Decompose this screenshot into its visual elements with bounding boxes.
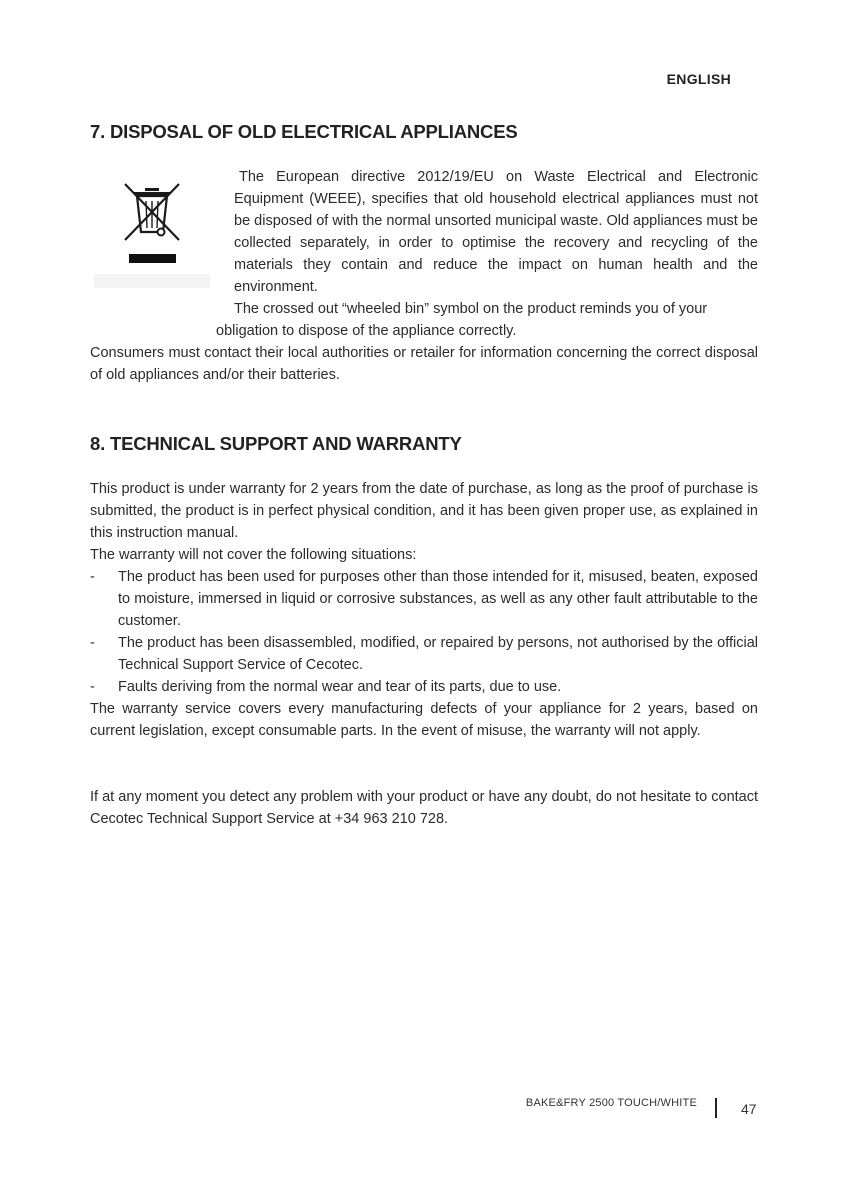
crossed-out-wheeled-bin-icon: [92, 174, 212, 294]
weee-directive-paragraph: The European directive 2012/19/EU on Waste Electrical and Electronic Equipment (WEEE), specifies that old household electrical appliances must not be disposed of with the normal unsorted municipal waste. Old appliances must be collected separately, in order to optimise the recovery and recycling of the materials they contain and reduce the impact on human health and the environment.: [234, 169, 758, 295]
contact-paragraph: If at any moment you detect any problem with your product or have any doubt, do not hesitate to contact Cecotec Technical Support Service at +34 963 210 728.: [90, 789, 758, 827]
section-8-title: 8. TECHNICAL SUPPORT AND WARRANTY: [90, 433, 462, 454]
symbol-line-1: The crossed out “wheeled bin” symbol on the product reminds you of your: [234, 301, 708, 317]
bullet-dash: -: [90, 569, 95, 585]
wheeled-bin-symbol-paragraph: [216, 298, 758, 342]
footer-divider: [715, 1098, 717, 1118]
list-item-text: The product has been used for purposes other than those intended for it, misused, beaten, exposed to moisture, immersed in liquid or corrosive substances, as well as any other fault attributable to the customer.: [118, 569, 758, 629]
list-item-text: Faults deriving from the normal wear and tear of its parts, due to use.: [118, 679, 562, 695]
consumers-paragraph: Consumers must contact their local authorities or retailer for information concerning the correct disposal of old appliances and/or their batteries.: [90, 345, 758, 383]
bullet-dash: -: [90, 679, 95, 695]
page-number: 47: [741, 1101, 757, 1117]
symbol-line-2: obligation to dispose of the appliance correctly.: [216, 323, 517, 339]
language-label: ENGLISH: [666, 71, 731, 87]
warranty-exclusions-intro: The warranty will not cover the following situations:: [90, 547, 417, 563]
list-item: [90, 566, 758, 632]
warranty-terms: This product is under warranty for 2 years from the date of purchase, as long as the proof of purchase is submitted, the product is in perfect physical condition, and it has been given proper use, as explained in this instruction manual.: [90, 481, 758, 541]
footer-model-name: BAKE&FRY 2500 TOUCH/WHITE: [525, 1097, 697, 1109]
bullet-dash: -: [90, 635, 95, 651]
warranty-service-paragraph: The warranty service covers every manufacturing defects of your appliance for 2 years, based on current legislation, except consumable parts. In the event of misuse, the warranty will not apply.: [90, 701, 758, 739]
list-item-text: The product has been disassembled, modified, or repaired by persons, not authorised by the official Technical Support Service of Cecotec.: [118, 635, 758, 673]
list-item: [90, 676, 758, 698]
warranty-exclusions-list: [90, 566, 758, 698]
warranty-paragraph: [90, 478, 758, 566]
list-item: [90, 632, 758, 676]
section-7-title: 7. DISPOSAL OF OLD ELECTRICAL APPLIANCES: [90, 121, 518, 142]
